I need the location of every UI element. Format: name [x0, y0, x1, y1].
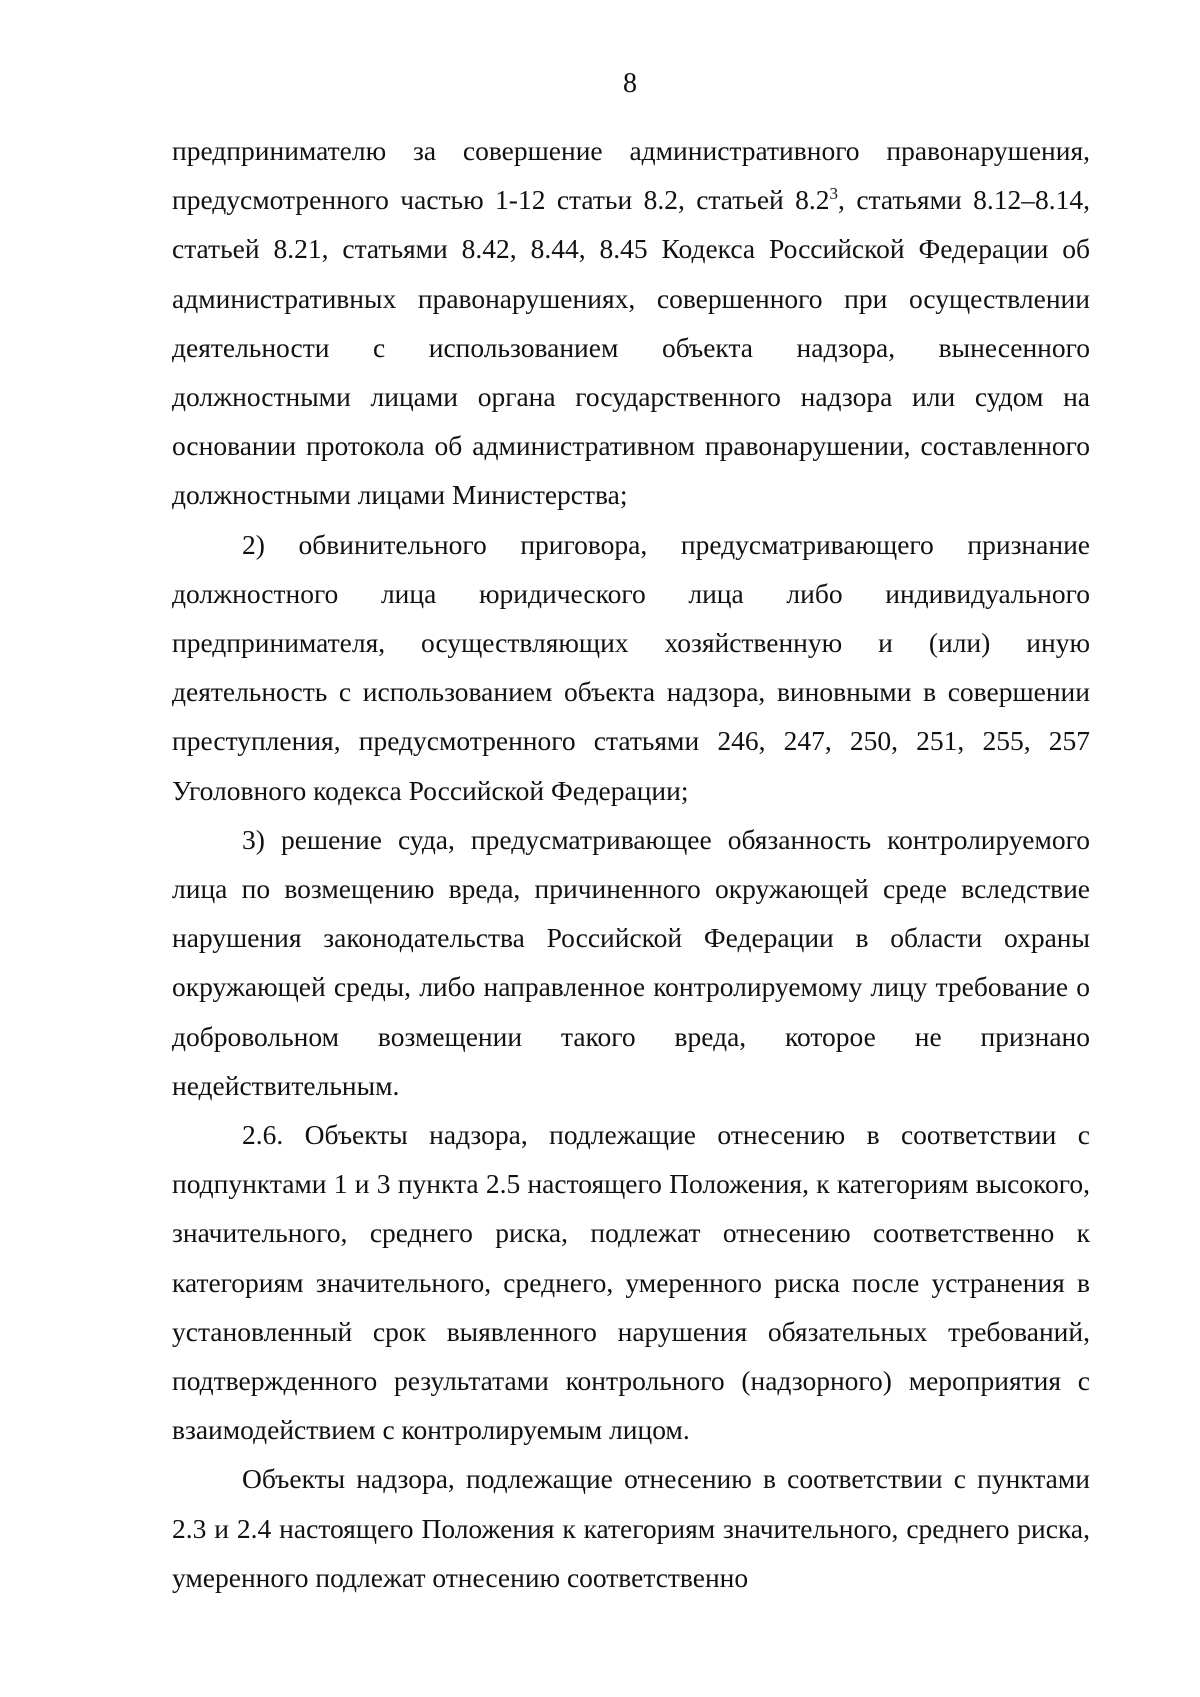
- paragraph-objects: Объекты надзора, подлежащие отнесению в соответствии с пунктами 2.3 и 2.4 настоящего Положения к категориям значительного, среднего риска, умеренного подлежат отнесению соответственно: [172, 1463, 1090, 1593]
- paragraph-text: предпринимателю за совершение административного правонарушения, предусмотренного частью 1-12 статьи 8.2, статьей 8.2: [172, 135, 1090, 216]
- paragraph-section-2-6: 2.6. Объекты надзора, подлежащие отнесению в соответствии с подпунктами 1 и 3 пункта 2.5 настоящего Положения, к категориям высокого, значительного, среднего риска, подлежат отнесению соответственно к категориям значительного, среднего, умеренного риска после устранения в установленный срок выявленного нарушения обязательных требований, подтвержденного результатами контрольного (надзорного) мероприятия с взаимодействием с контролируемым лицом.: [172, 1119, 1090, 1446]
- superscript: 3: [829, 184, 839, 204]
- page-number: 8: [623, 68, 637, 99]
- paragraph-continuation: [172, 126, 1090, 520]
- document-body: [172, 126, 1090, 1602]
- paragraph-item-2: 2) обвинительного приговора, предусматривающего признание должностного лица юридического лица либо индивидуального предпринимателя, осуществляющих хозяйственную и (или) иную деятельность с использованием объекта надзора, виновными в совершении преступления, предусмотренного статьями 246, 247, 250, 251, 255, 257 Уголовного кодекса Российской Федерации;: [172, 528, 1090, 806]
- paragraph-text: , статьями 8.12–8.14, статьей 8.21, статьями 8.42, 8.44, 8.45 Кодекса Российской Федерации об административных правонарушениях, совершенного при осуществлении деятельности с использованием объекта надзора, вынесенного должностными лицами органа государственного надзора или судом на основании протокола об административном правонарушении, составленного должностными лицами Министерства;: [172, 184, 1090, 511]
- paragraph-item-3: 3) решение суда, предусматривающее обязанность контролируемого лица по возмещению вреда, причиненного окружающей среде вследствие нарушения законодательства Российской Федерации в области охраны окружающей среды, либо направленное контролируемому лицу требование о добровольном возмещении такого вреда, которое не признано недействительным.: [172, 823, 1090, 1101]
